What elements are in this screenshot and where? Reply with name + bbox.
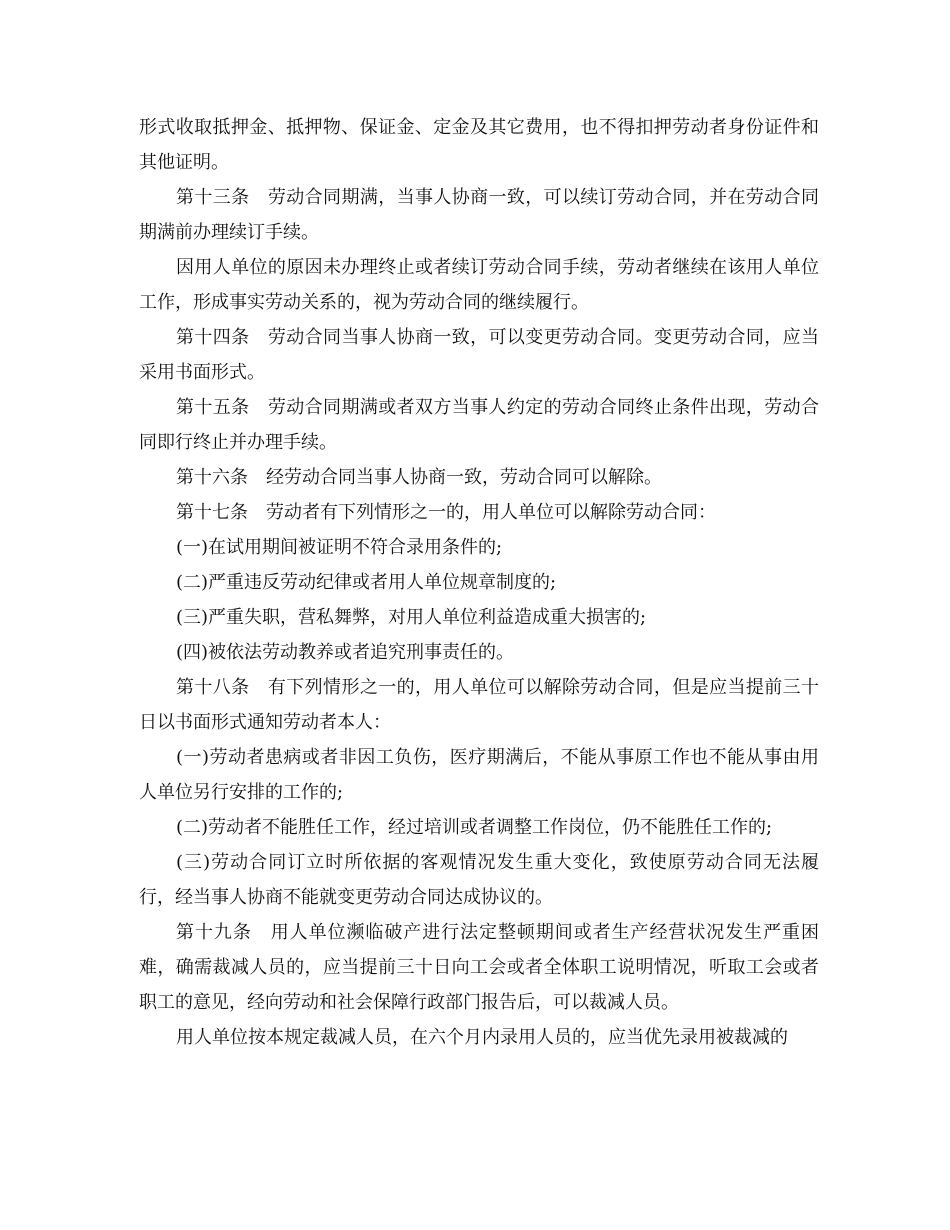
- list-item-18-2: (二)劳动者不能胜任工作，经过培训或者调整工作岗位，仍不能胜任工作的;: [176, 817, 773, 838]
- document-body: [139, 110, 819, 1055]
- paragraph-continuation: 形式收取抵押金、抵押物、保证金、定金及其它费用，也不得扣押劳动者身份证件和其他证明。: [139, 117, 819, 173]
- list-item-18-1: (一)劳动者患病或者非因工负伤，医疗期满后，不能从事原工作也不能从事由用人单位另行安排的工作的;: [139, 747, 819, 803]
- paragraph-article-14: 第十四条 劳动合同当事人协商一致，可以变更劳动合同。变更劳动合同，应当采用书面形式。: [139, 327, 819, 383]
- list-item-17-4: (四)被依法劳动教养或者追究刑事责任的。: [176, 642, 515, 663]
- paragraph-article-18: 第十八条 有下列情形之一的，用人单位可以解除劳动合同，但是应当提前三十日以书面形式通知劳动者本人：: [139, 677, 819, 733]
- list-item-18-3: (三)劳动合同订立时所依据的客观情况发生重大变化，致使原劳动合同无法履行，经当事人协商不能就变更劳动合同达成协议的。: [139, 852, 819, 908]
- list-item-17-1: (一)在试用期间被证明不符合录用条件的;: [176, 537, 503, 558]
- paragraph-article-19-clause: 用人单位按本规定裁减人员，在六个月内录用人员的，应当优先录用被裁减的: [176, 1027, 788, 1048]
- paragraph-article-19: 第十九条 用人单位濒临破产进行法定整顿期间或者生产经营状况发生严重困难，确需裁减人员的，应当提前三十日向工会或者全体职工说明情况，听取工会或者职工的意见，经向劳动和社会保障行政部门报告后，可以裁减人员。: [139, 922, 819, 1013]
- list-item-17-3: (三)严重失职，营私舞弊，对用人单位利益造成重大损害的;: [176, 607, 647, 628]
- paragraph-article-17: 第十七条 劳动者有下列情形之一的，用人单位可以解除劳动合同：: [176, 502, 716, 523]
- paragraph-article-13-clause: 因用人单位的原因未办理终止或者续订劳动合同手续，劳动者继续在该用人单位工作，形成事实劳动关系的，视为劳动合同的继续履行。: [139, 257, 819, 313]
- list-item-17-2: (二)严重违反劳动纪律或者用人单位规章制度的;: [176, 572, 557, 593]
- paragraph-article-13: 第十三条 劳动合同期满，当事人协商一致，可以续订劳动合同，并在劳动合同期满前办理续订手续。: [139, 187, 819, 243]
- paragraph-article-15: 第十五条 劳动合同期满或者双方当事人约定的劳动合同终止条件出现，劳动合同即行终止并办理手续。: [139, 397, 819, 453]
- paragraph-article-16: 第十六条 经劳动合同当事人协商一致，劳动合同可以解除。: [176, 467, 662, 488]
